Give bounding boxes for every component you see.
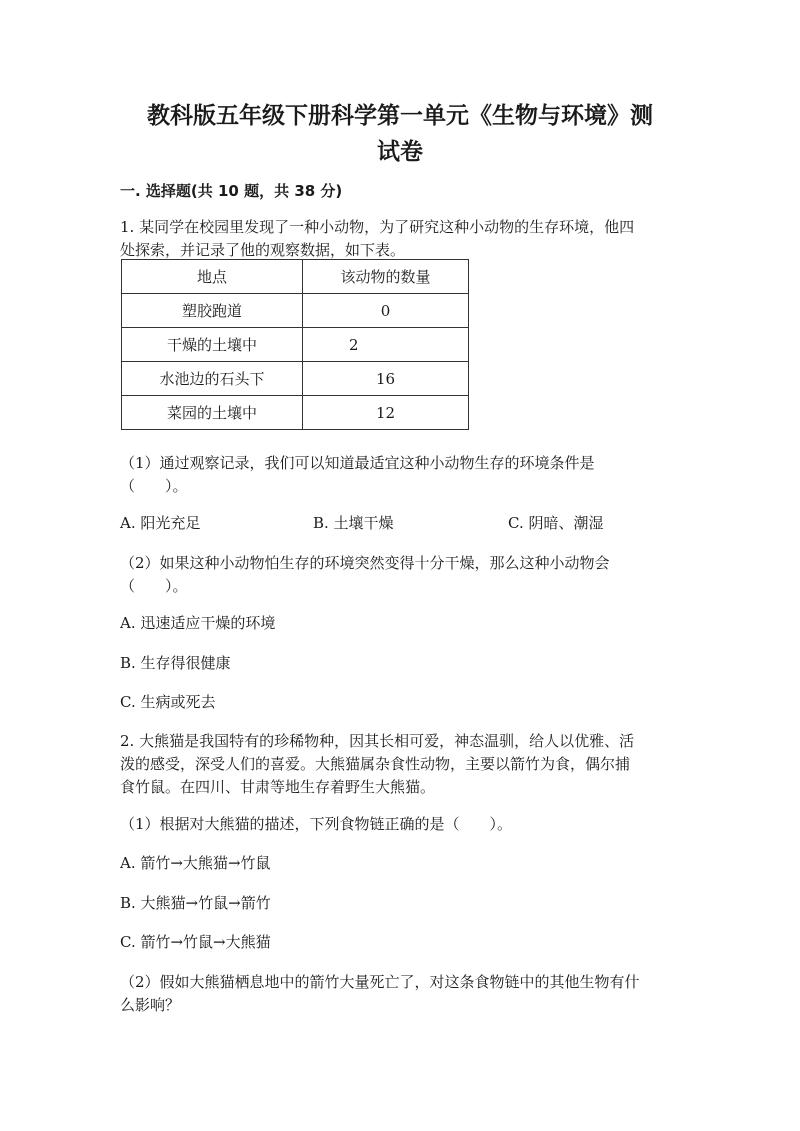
q1-stem-line-2: 处探索，并记录了他的观察数据，如下表。 (120, 241, 406, 259)
table-cell-location: 塑胶跑道 (122, 294, 303, 328)
title-line-1: 教科版五年级下册科学第一单元《生物与环境》测 (147, 103, 653, 129)
q1-sub2-option-a[interactable]: A. 迅速适应干燥的环境 (120, 614, 276, 632)
q1-sub2-line-1: （2）如果这种小动物怕生存的环境突然变得十分干燥，那么这种小动物会 (120, 554, 610, 572)
table-row (122, 362, 469, 396)
q1-sub1-option-b[interactable]: B. 土壤干燥 (313, 514, 394, 532)
table-cell-location: 水池边的石头下 (122, 362, 303, 396)
q1-sub1-option-c[interactable]: C. 阴暗、潮湿 (508, 514, 604, 532)
table-cell-count: 12 (303, 396, 469, 430)
q2-sub1-option-a[interactable]: A. 箭竹→大熊猫→竹鼠 (120, 854, 271, 872)
q1-sub1-line-1: （1）通过观察记录，我们可以知道最适宜这种小动物生存的环境条件是 (120, 454, 595, 472)
table-header-location: 地点 (122, 260, 303, 294)
q2-sub2-line-2: 么影响？ (120, 996, 181, 1014)
table-row (122, 294, 469, 328)
title-line-2: 试卷 (377, 139, 423, 165)
q2-stem-line-1: 2. 大熊猫是我国特有的珍稀物种，因其长相可爱，神态温驯，给人以优雅、活 (120, 732, 635, 750)
q2-sub1-option-b[interactable]: B. 大熊猫→竹鼠→箭竹 (120, 894, 271, 912)
q1-stem (120, 216, 685, 262)
table-cell-location: 干燥的土壤中 (122, 328, 303, 362)
q2-stem-line-2: 泼的感受，深受人们的喜爱。大熊猫属杂食性动物，主要以箭竹为食，偶尔捕 (120, 755, 631, 773)
q2-sub2-line-1: （2）假如大熊猫栖息地中的箭竹大量死亡了，对这条食物链中的其他生物有什 (120, 973, 640, 991)
q1-sub2-option-c[interactable]: C. 生病或死去 (120, 693, 216, 711)
table-row (122, 328, 469, 362)
q1-sub1-prompt (120, 452, 685, 498)
q1-sub1-line-2: （ ）。 (120, 477, 188, 495)
q1-sub1-option-a[interactable]: A. 阳光充足 (120, 514, 201, 532)
table-cell-count: 2 (303, 328, 469, 362)
q1-sub2-prompt (120, 552, 685, 598)
table-cell-count: 16 (303, 362, 469, 396)
q1-sub2-line-2: （ ）。 (120, 577, 188, 595)
q1-sub2-option-b[interactable]: B. 生存得很健康 (120, 654, 231, 672)
q2-stem (120, 730, 685, 799)
table-cell-count: 0 (303, 294, 469, 328)
table-header-count: 该动物的数量 (303, 260, 469, 294)
table-cell-location: 菜园的土壤中 (122, 396, 303, 430)
section-heading: 一. 选择题(共 10 题，共 38 分) (120, 182, 343, 200)
q2-sub1-option-c[interactable]: C. 箭竹→竹鼠→大熊猫 (120, 933, 271, 951)
table-row (122, 396, 469, 430)
page-title (120, 98, 680, 170)
q1-stem-line-1: 1. 某同学在校园里发现了一种小动物，为了研究这种小动物的生存环境，他四 (120, 218, 635, 236)
observation-table (121, 259, 469, 430)
q2-stem-line-3: 食竹鼠。在四川、甘肃等地生存着野生大熊猫。 (120, 778, 436, 796)
q2-sub2-prompt (120, 971, 685, 1017)
table-header-row (122, 260, 469, 294)
q2-sub1-prompt: （1）根据对大熊猫的描述，下列食物链正确的是（ ）。 (120, 815, 513, 833)
